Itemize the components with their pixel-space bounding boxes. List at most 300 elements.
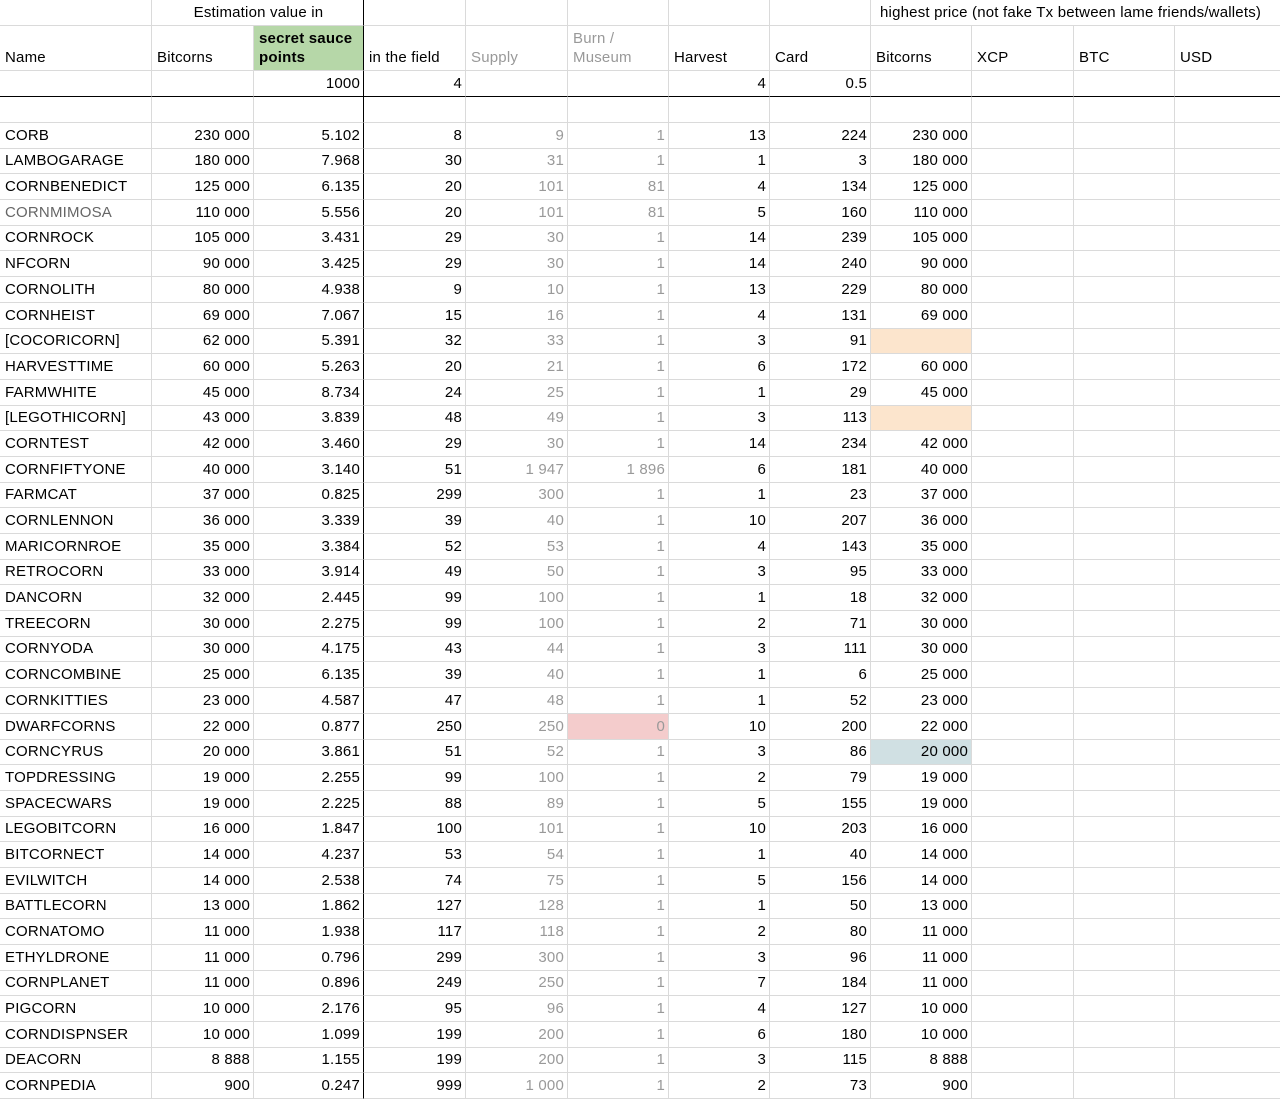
cell-burn[interactable]: 1 xyxy=(568,817,669,843)
cell-supply[interactable]: 250 xyxy=(466,971,568,997)
cell-supply[interactable]: 9 xyxy=(466,123,568,149)
cell-xcp[interactable] xyxy=(972,765,1074,791)
cell-usd[interactable] xyxy=(1175,611,1280,637)
cell-name[interactable]: DEACORN xyxy=(0,1048,152,1074)
cell-field[interactable]: 24 xyxy=(364,380,466,406)
cell-btc[interactable] xyxy=(1074,585,1175,611)
cell-supply[interactable]: 89 xyxy=(466,791,568,817)
cell-card[interactable]: 40 xyxy=(770,842,871,868)
cell-card[interactable]: 86 xyxy=(770,740,871,766)
cell-high-bitcorns[interactable]: 10 000 xyxy=(871,1022,972,1048)
header-usd[interactable]: USD xyxy=(1175,26,1280,71)
cell-high-bitcorns[interactable]: 180 000 xyxy=(871,149,972,175)
cell-est-bitcorns[interactable]: 25 000 xyxy=(152,662,254,688)
cell-card[interactable]: 96 xyxy=(770,945,871,971)
cell-high-bitcorns[interactable]: 25 000 xyxy=(871,662,972,688)
cell-usd[interactable] xyxy=(1175,483,1280,509)
cell-xcp[interactable] xyxy=(972,714,1074,740)
cell-burn[interactable] xyxy=(568,71,669,97)
cell-btc[interactable] xyxy=(1074,457,1175,483)
cell-burn[interactable]: 1 xyxy=(568,996,669,1022)
cell-field[interactable]: 20 xyxy=(364,200,466,226)
cell-est-bitcorns[interactable]: 30 000 xyxy=(152,637,254,663)
cell-usd[interactable] xyxy=(1175,226,1280,252)
cell-card[interactable]: 127 xyxy=(770,996,871,1022)
cell-btc[interactable] xyxy=(1074,1022,1175,1048)
cell-high-bitcorns[interactable]: 19 000 xyxy=(871,765,972,791)
cell-sauce[interactable]: 7.067 xyxy=(254,303,364,329)
cell-burn[interactable]: 1 xyxy=(568,431,669,457)
cell-sauce[interactable]: 8.734 xyxy=(254,380,364,406)
cell-burn[interactable]: 1 xyxy=(568,1022,669,1048)
cell-empty[interactable] xyxy=(770,0,871,26)
cell-harvest[interactable]: 7 xyxy=(669,971,770,997)
cell-sauce[interactable]: 1.847 xyxy=(254,817,364,843)
cell-btc[interactable] xyxy=(1074,688,1175,714)
cell-usd[interactable] xyxy=(1175,534,1280,560)
cell-card[interactable]: 143 xyxy=(770,534,871,560)
cell-xcp[interactable] xyxy=(972,329,1074,355)
cell-name[interactable]: CORNYODA xyxy=(0,637,152,663)
cell-usd[interactable] xyxy=(1175,765,1280,791)
cell-burn[interactable]: 1 xyxy=(568,662,669,688)
cell-name[interactable]: TOPDRESSING xyxy=(0,765,152,791)
cell-sauce[interactable]: 3.425 xyxy=(254,251,364,277)
cell-name[interactable]: CORNOLITH xyxy=(0,277,152,303)
cell-harvest[interactable]: 4 xyxy=(669,303,770,329)
cell-field[interactable]: 48 xyxy=(364,406,466,432)
cell-btc[interactable] xyxy=(1074,662,1175,688)
cell-btc[interactable] xyxy=(1074,945,1175,971)
cell-supply[interactable]: 118 xyxy=(466,919,568,945)
cell-harvest[interactable]: 2 xyxy=(669,611,770,637)
cell-burn[interactable]: 1 xyxy=(568,329,669,355)
cell-field[interactable]: 74 xyxy=(364,868,466,894)
cell-high-bitcorns[interactable]: 33 000 xyxy=(871,560,972,586)
cell-name[interactable]: CORNCYRUS xyxy=(0,740,152,766)
cell-xcp[interactable] xyxy=(972,200,1074,226)
cell-sauce[interactable]: 5.556 xyxy=(254,200,364,226)
cell-est-bitcorns[interactable]: 10 000 xyxy=(152,1022,254,1048)
cell-usd[interactable] xyxy=(1175,560,1280,586)
cell-field[interactable] xyxy=(364,97,466,123)
cell-name[interactable]: CORNBENEDICT xyxy=(0,174,152,200)
cell-sauce[interactable] xyxy=(254,97,364,123)
cell-harvest[interactable]: 1 xyxy=(669,842,770,868)
cell-name[interactable]: CORB xyxy=(0,123,152,149)
cell-harvest[interactable]: 13 xyxy=(669,123,770,149)
cell-name[interactable]: CORNROCK xyxy=(0,226,152,252)
cell-sauce[interactable]: 0.247 xyxy=(254,1073,364,1099)
cell-xcp[interactable] xyxy=(972,560,1074,586)
cell-harvest[interactable]: 4 xyxy=(669,534,770,560)
cell-high-bitcorns[interactable]: 105 000 xyxy=(871,226,972,252)
cell-btc[interactable] xyxy=(1074,637,1175,663)
header-name[interactable]: Name xyxy=(0,26,152,71)
cell-burn[interactable]: 1 xyxy=(568,637,669,663)
cell-btc[interactable] xyxy=(1074,277,1175,303)
cell-est-bitcorns[interactable]: 60 000 xyxy=(152,354,254,380)
cell-btc[interactable] xyxy=(1074,71,1175,97)
cell-supply[interactable]: 21 xyxy=(466,354,568,380)
cell-field[interactable]: 29 xyxy=(364,431,466,457)
cell-supply[interactable]: 96 xyxy=(466,996,568,1022)
cell-usd[interactable] xyxy=(1175,688,1280,714)
cell-sauce[interactable]: 4.938 xyxy=(254,277,364,303)
cell-supply[interactable]: 16 xyxy=(466,303,568,329)
cell-usd[interactable] xyxy=(1175,71,1280,97)
cell-btc[interactable] xyxy=(1074,611,1175,637)
cell-sauce[interactable]: 2.255 xyxy=(254,765,364,791)
cell-btc[interactable] xyxy=(1074,354,1175,380)
cell-burn[interactable]: 1 xyxy=(568,765,669,791)
cell-est-bitcorns[interactable]: 105 000 xyxy=(152,226,254,252)
cell-supply[interactable]: 31 xyxy=(466,149,568,175)
cell-high-bitcorns[interactable]: 19 000 xyxy=(871,791,972,817)
cell-field[interactable]: 4 xyxy=(364,71,466,97)
cell-sauce[interactable]: 3.140 xyxy=(254,457,364,483)
cell-card[interactable] xyxy=(770,97,871,123)
cell-est-bitcorns[interactable]: 11 000 xyxy=(152,945,254,971)
cell-field[interactable]: 47 xyxy=(364,688,466,714)
cell-est-bitcorns[interactable]: 10 000 xyxy=(152,996,254,1022)
cell-harvest[interactable]: 6 xyxy=(669,457,770,483)
cell-est-bitcorns[interactable]: 90 000 xyxy=(152,251,254,277)
cell-name[interactable]: CORNKITTIES xyxy=(0,688,152,714)
cell-burn[interactable]: 1 xyxy=(568,483,669,509)
cell-btc[interactable] xyxy=(1074,791,1175,817)
cell-est-bitcorns[interactable]: 69 000 xyxy=(152,303,254,329)
cell-est-bitcorns[interactable]: 11 000 xyxy=(152,971,254,997)
cell-card[interactable]: 184 xyxy=(770,971,871,997)
cell-sauce[interactable]: 1000 xyxy=(254,71,364,97)
cell-empty[interactable] xyxy=(568,0,669,26)
cell-card[interactable]: 95 xyxy=(770,560,871,586)
cell-supply[interactable]: 1 000 xyxy=(466,1073,568,1099)
cell-harvest[interactable]: 6 xyxy=(669,354,770,380)
cell-sauce[interactable]: 4.237 xyxy=(254,842,364,868)
cell-field[interactable]: 250 xyxy=(364,714,466,740)
cell-field[interactable]: 20 xyxy=(364,354,466,380)
cell-btc[interactable] xyxy=(1074,174,1175,200)
cell-high-bitcorns[interactable]: 13 000 xyxy=(871,894,972,920)
cell-usd[interactable] xyxy=(1175,740,1280,766)
cell-harvest[interactable]: 14 xyxy=(669,226,770,252)
cell-field[interactable]: 8 xyxy=(364,123,466,149)
cell-harvest[interactable]: 5 xyxy=(669,868,770,894)
cell-field[interactable]: 999 xyxy=(364,1073,466,1099)
cell-xcp[interactable] xyxy=(972,97,1074,123)
cell-name[interactable]: DWARFCORNS xyxy=(0,714,152,740)
cell-name[interactable]: ETHYLDRONE xyxy=(0,945,152,971)
cell-harvest[interactable]: 1 xyxy=(669,483,770,509)
cell-card[interactable]: 160 xyxy=(770,200,871,226)
header-in-the-field[interactable]: in the field xyxy=(364,26,466,71)
cell-field[interactable]: 49 xyxy=(364,560,466,586)
cell-name[interactable]: CORNATOMO xyxy=(0,919,152,945)
cell-est-bitcorns[interactable]: 14 000 xyxy=(152,842,254,868)
cell-supply[interactable]: 200 xyxy=(466,1022,568,1048)
cell-name[interactable]: RETROCORN xyxy=(0,560,152,586)
cell-supply[interactable]: 30 xyxy=(466,431,568,457)
header-supply[interactable]: Supply xyxy=(466,26,568,71)
cell-burn[interactable]: 81 xyxy=(568,200,669,226)
cell-supply[interactable]: 40 xyxy=(466,662,568,688)
cell-btc[interactable] xyxy=(1074,971,1175,997)
cell-usd[interactable] xyxy=(1175,277,1280,303)
cell-burn[interactable]: 1 xyxy=(568,123,669,149)
cell-btc[interactable] xyxy=(1074,200,1175,226)
cell-xcp[interactable] xyxy=(972,380,1074,406)
cell-xcp[interactable] xyxy=(972,1073,1074,1099)
cell-name[interactable]: CORNFIFTYONE xyxy=(0,457,152,483)
cell-usd[interactable] xyxy=(1175,585,1280,611)
cell-high-bitcorns[interactable]: 14 000 xyxy=(871,868,972,894)
cell-harvest[interactable]: 5 xyxy=(669,200,770,226)
cell-high-bitcorns[interactable]: 60 000 xyxy=(871,354,972,380)
cell-est-bitcorns[interactable]: 42 000 xyxy=(152,431,254,457)
cell-sauce[interactable]: 2.538 xyxy=(254,868,364,894)
cell-burn[interactable]: 1 xyxy=(568,740,669,766)
cell-high-bitcorns[interactable]: 30 000 xyxy=(871,637,972,663)
cell-name[interactable]: MARICORNROE xyxy=(0,534,152,560)
cell-sauce[interactable]: 0.896 xyxy=(254,971,364,997)
cell-sauce[interactable]: 3.839 xyxy=(254,406,364,432)
cell-est-bitcorns[interactable]: 40 000 xyxy=(152,457,254,483)
cell-usd[interactable] xyxy=(1175,662,1280,688)
cell-usd[interactable] xyxy=(1175,329,1280,355)
cell-harvest[interactable]: 4 xyxy=(669,71,770,97)
cell-est-bitcorns[interactable]: 8 888 xyxy=(152,1048,254,1074)
cell-btc[interactable] xyxy=(1074,380,1175,406)
cell-sauce[interactable]: 6.135 xyxy=(254,662,364,688)
cell-harvest[interactable]: 1 xyxy=(669,149,770,175)
cell-xcp[interactable] xyxy=(972,149,1074,175)
cell-xcp[interactable] xyxy=(972,585,1074,611)
cell-est-bitcorns[interactable]: 33 000 xyxy=(152,560,254,586)
cell-harvest[interactable]: 5 xyxy=(669,791,770,817)
cell-est-bitcorns[interactable]: 11 000 xyxy=(152,919,254,945)
header-estimation-group[interactable]: Estimation value in xyxy=(152,0,364,26)
cell-xcp[interactable] xyxy=(972,919,1074,945)
cell-est-bitcorns[interactable]: 62 000 xyxy=(152,329,254,355)
cell-xcp[interactable] xyxy=(972,431,1074,457)
cell-xcp[interactable] xyxy=(972,123,1074,149)
cell-high-bitcorns[interactable]: 23 000 xyxy=(871,688,972,714)
cell-est-bitcorns[interactable] xyxy=(152,97,254,123)
cell-xcp[interactable] xyxy=(972,945,1074,971)
cell-field[interactable]: 30 xyxy=(364,149,466,175)
cell-usd[interactable] xyxy=(1175,251,1280,277)
cell-supply[interactable]: 48 xyxy=(466,688,568,714)
cell-usd[interactable] xyxy=(1175,303,1280,329)
cell-xcp[interactable] xyxy=(972,303,1074,329)
cell-usd[interactable] xyxy=(1175,1022,1280,1048)
cell-usd[interactable] xyxy=(1175,637,1280,663)
cell-usd[interactable] xyxy=(1175,508,1280,534)
cell-burn[interactable]: 1 xyxy=(568,508,669,534)
cell-sauce[interactable]: 1.862 xyxy=(254,894,364,920)
cell-name[interactable]: [COCORICORN] xyxy=(0,329,152,355)
cell-btc[interactable] xyxy=(1074,842,1175,868)
header-highest-price-group[interactable]: highest price (not fake Tx between lame friends/wallets) xyxy=(871,0,1280,26)
cell-burn[interactable]: 1 xyxy=(568,1048,669,1074)
cell-xcp[interactable] xyxy=(972,791,1074,817)
cell-harvest[interactable]: 10 xyxy=(669,508,770,534)
cell-usd[interactable] xyxy=(1175,971,1280,997)
cell-harvest[interactable]: 1 xyxy=(669,688,770,714)
cell-sauce[interactable]: 5.263 xyxy=(254,354,364,380)
cell-btc[interactable] xyxy=(1074,817,1175,843)
cell-xcp[interactable] xyxy=(972,868,1074,894)
cell-name[interactable]: TREECORN xyxy=(0,611,152,637)
cell-burn[interactable]: 1 xyxy=(568,868,669,894)
cell-est-bitcorns[interactable]: 30 000 xyxy=(152,611,254,637)
cell-sauce[interactable]: 3.460 xyxy=(254,431,364,457)
cell-field[interactable]: 199 xyxy=(364,1022,466,1048)
cell-btc[interactable] xyxy=(1074,329,1175,355)
cell-name[interactable]: CORNTEST xyxy=(0,431,152,457)
cell-name[interactable]: LEGOBITCORN xyxy=(0,817,152,843)
cell-name[interactable]: PIGCORN xyxy=(0,996,152,1022)
cell-harvest[interactable]: 3 xyxy=(669,637,770,663)
cell-supply[interactable]: 300 xyxy=(466,483,568,509)
cell-est-bitcorns[interactable]: 125 000 xyxy=(152,174,254,200)
cell-field[interactable]: 100 xyxy=(364,817,466,843)
cell-usd[interactable] xyxy=(1175,842,1280,868)
cell-sauce[interactable]: 2.225 xyxy=(254,791,364,817)
cell-burn[interactable]: 1 xyxy=(568,971,669,997)
header-harvest[interactable]: Harvest xyxy=(669,26,770,71)
cell-btc[interactable] xyxy=(1074,919,1175,945)
cell-usd[interactable] xyxy=(1175,714,1280,740)
cell-empty[interactable] xyxy=(466,0,568,26)
cell-usd[interactable] xyxy=(1175,97,1280,123)
cell-sauce[interactable]: 1.938 xyxy=(254,919,364,945)
cell-sauce[interactable]: 7.968 xyxy=(254,149,364,175)
cell-card[interactable]: 155 xyxy=(770,791,871,817)
cell-name[interactable]: [LEGOTHICORN] xyxy=(0,406,152,432)
cell-harvest[interactable]: 1 xyxy=(669,585,770,611)
cell-burn[interactable]: 81 xyxy=(568,174,669,200)
cell-sauce[interactable]: 2.176 xyxy=(254,996,364,1022)
cell-high-bitcorns[interactable] xyxy=(871,329,972,355)
cell-card[interactable]: 180 xyxy=(770,1022,871,1048)
cell-xcp[interactable] xyxy=(972,174,1074,200)
cell-card[interactable]: 91 xyxy=(770,329,871,355)
cell-field[interactable]: 299 xyxy=(364,945,466,971)
cell-card[interactable]: 203 xyxy=(770,817,871,843)
cell-xcp[interactable] xyxy=(972,534,1074,560)
cell-harvest[interactable]: 6 xyxy=(669,1022,770,1048)
cell-xcp[interactable] xyxy=(972,996,1074,1022)
cell-est-bitcorns[interactable]: 16 000 xyxy=(152,817,254,843)
cell-supply[interactable]: 44 xyxy=(466,637,568,663)
cell-card[interactable]: 3 xyxy=(770,149,871,175)
cell-est-bitcorns[interactable]: 13 000 xyxy=(152,894,254,920)
cell-burn[interactable]: 1 xyxy=(568,277,669,303)
cell-sauce[interactable]: 3.431 xyxy=(254,226,364,252)
cell-name[interactable]: HARVESTTIME xyxy=(0,354,152,380)
cell-harvest[interactable]: 10 xyxy=(669,817,770,843)
cell-usd[interactable] xyxy=(1175,354,1280,380)
cell-name[interactable]: NFCORN xyxy=(0,251,152,277)
cell-burn[interactable]: 1 xyxy=(568,303,669,329)
cell-usd[interactable] xyxy=(1175,457,1280,483)
cell-field[interactable]: 29 xyxy=(364,226,466,252)
cell-card[interactable]: 29 xyxy=(770,380,871,406)
cell-xcp[interactable] xyxy=(972,1048,1074,1074)
cell-high-bitcorns[interactable]: 16 000 xyxy=(871,817,972,843)
cell-usd[interactable] xyxy=(1175,945,1280,971)
cell-sauce[interactable]: 4.175 xyxy=(254,637,364,663)
cell-name[interactable]: CORNHEIST xyxy=(0,303,152,329)
cell-xcp[interactable] xyxy=(972,483,1074,509)
cell-card[interactable]: 111 xyxy=(770,637,871,663)
cell-est-bitcorns[interactable]: 14 000 xyxy=(152,868,254,894)
cell-xcp[interactable] xyxy=(972,251,1074,277)
header-card[interactable]: Card xyxy=(770,26,871,71)
cell-card[interactable]: 134 xyxy=(770,174,871,200)
cell-field[interactable]: 51 xyxy=(364,740,466,766)
cell-btc[interactable] xyxy=(1074,251,1175,277)
cell-xcp[interactable] xyxy=(972,688,1074,714)
cell-field[interactable]: 99 xyxy=(364,611,466,637)
cell-sauce[interactable]: 0.877 xyxy=(254,714,364,740)
cell-card[interactable]: 229 xyxy=(770,277,871,303)
cell-burn[interactable]: 1 xyxy=(568,251,669,277)
cell-sauce[interactable]: 3.384 xyxy=(254,534,364,560)
cell-name[interactable]: CORNPEDIA xyxy=(0,1073,152,1099)
cell-name[interactable]: FARMWHITE xyxy=(0,380,152,406)
cell-xcp[interactable] xyxy=(972,842,1074,868)
cell-xcp[interactable] xyxy=(972,637,1074,663)
cell-harvest[interactable]: 4 xyxy=(669,996,770,1022)
cell-supply[interactable]: 40 xyxy=(466,508,568,534)
cell-harvest[interactable] xyxy=(669,97,770,123)
cell-name[interactable]: CORNPLANET xyxy=(0,971,152,997)
cell-name[interactable]: DANCORN xyxy=(0,585,152,611)
cell-harvest[interactable]: 13 xyxy=(669,277,770,303)
cell-name[interactable]: CORNLENNON xyxy=(0,508,152,534)
cell-field[interactable]: 199 xyxy=(364,1048,466,1074)
cell-usd[interactable] xyxy=(1175,1048,1280,1074)
cell-supply[interactable]: 101 xyxy=(466,817,568,843)
cell-field[interactable]: 299 xyxy=(364,483,466,509)
cell-high-bitcorns[interactable]: 45 000 xyxy=(871,380,972,406)
cell-est-bitcorns[interactable]: 22 000 xyxy=(152,714,254,740)
cell-xcp[interactable] xyxy=(972,894,1074,920)
cell-burn[interactable]: 1 xyxy=(568,226,669,252)
cell-burn[interactable]: 1 xyxy=(568,534,669,560)
cell-harvest[interactable]: 10 xyxy=(669,714,770,740)
cell-supply[interactable]: 1 947 xyxy=(466,457,568,483)
cell-harvest[interactable]: 1 xyxy=(669,894,770,920)
cell-xcp[interactable] xyxy=(972,611,1074,637)
cell-supply[interactable]: 52 xyxy=(466,740,568,766)
cell-card[interactable]: 172 xyxy=(770,354,871,380)
cell-xcp[interactable] xyxy=(972,457,1074,483)
cell-name[interactable]: CORNMIMOSA xyxy=(0,200,152,226)
cell-high-bitcorns[interactable]: 20 000 xyxy=(871,740,972,766)
cell-field[interactable]: 99 xyxy=(364,765,466,791)
cell-field[interactable]: 127 xyxy=(364,894,466,920)
cell-name[interactable]: EVILWITCH xyxy=(0,868,152,894)
cell-supply[interactable]: 30 xyxy=(466,226,568,252)
cell-btc[interactable] xyxy=(1074,97,1175,123)
cell-supply[interactable]: 10 xyxy=(466,277,568,303)
cell-supply[interactable]: 54 xyxy=(466,842,568,868)
